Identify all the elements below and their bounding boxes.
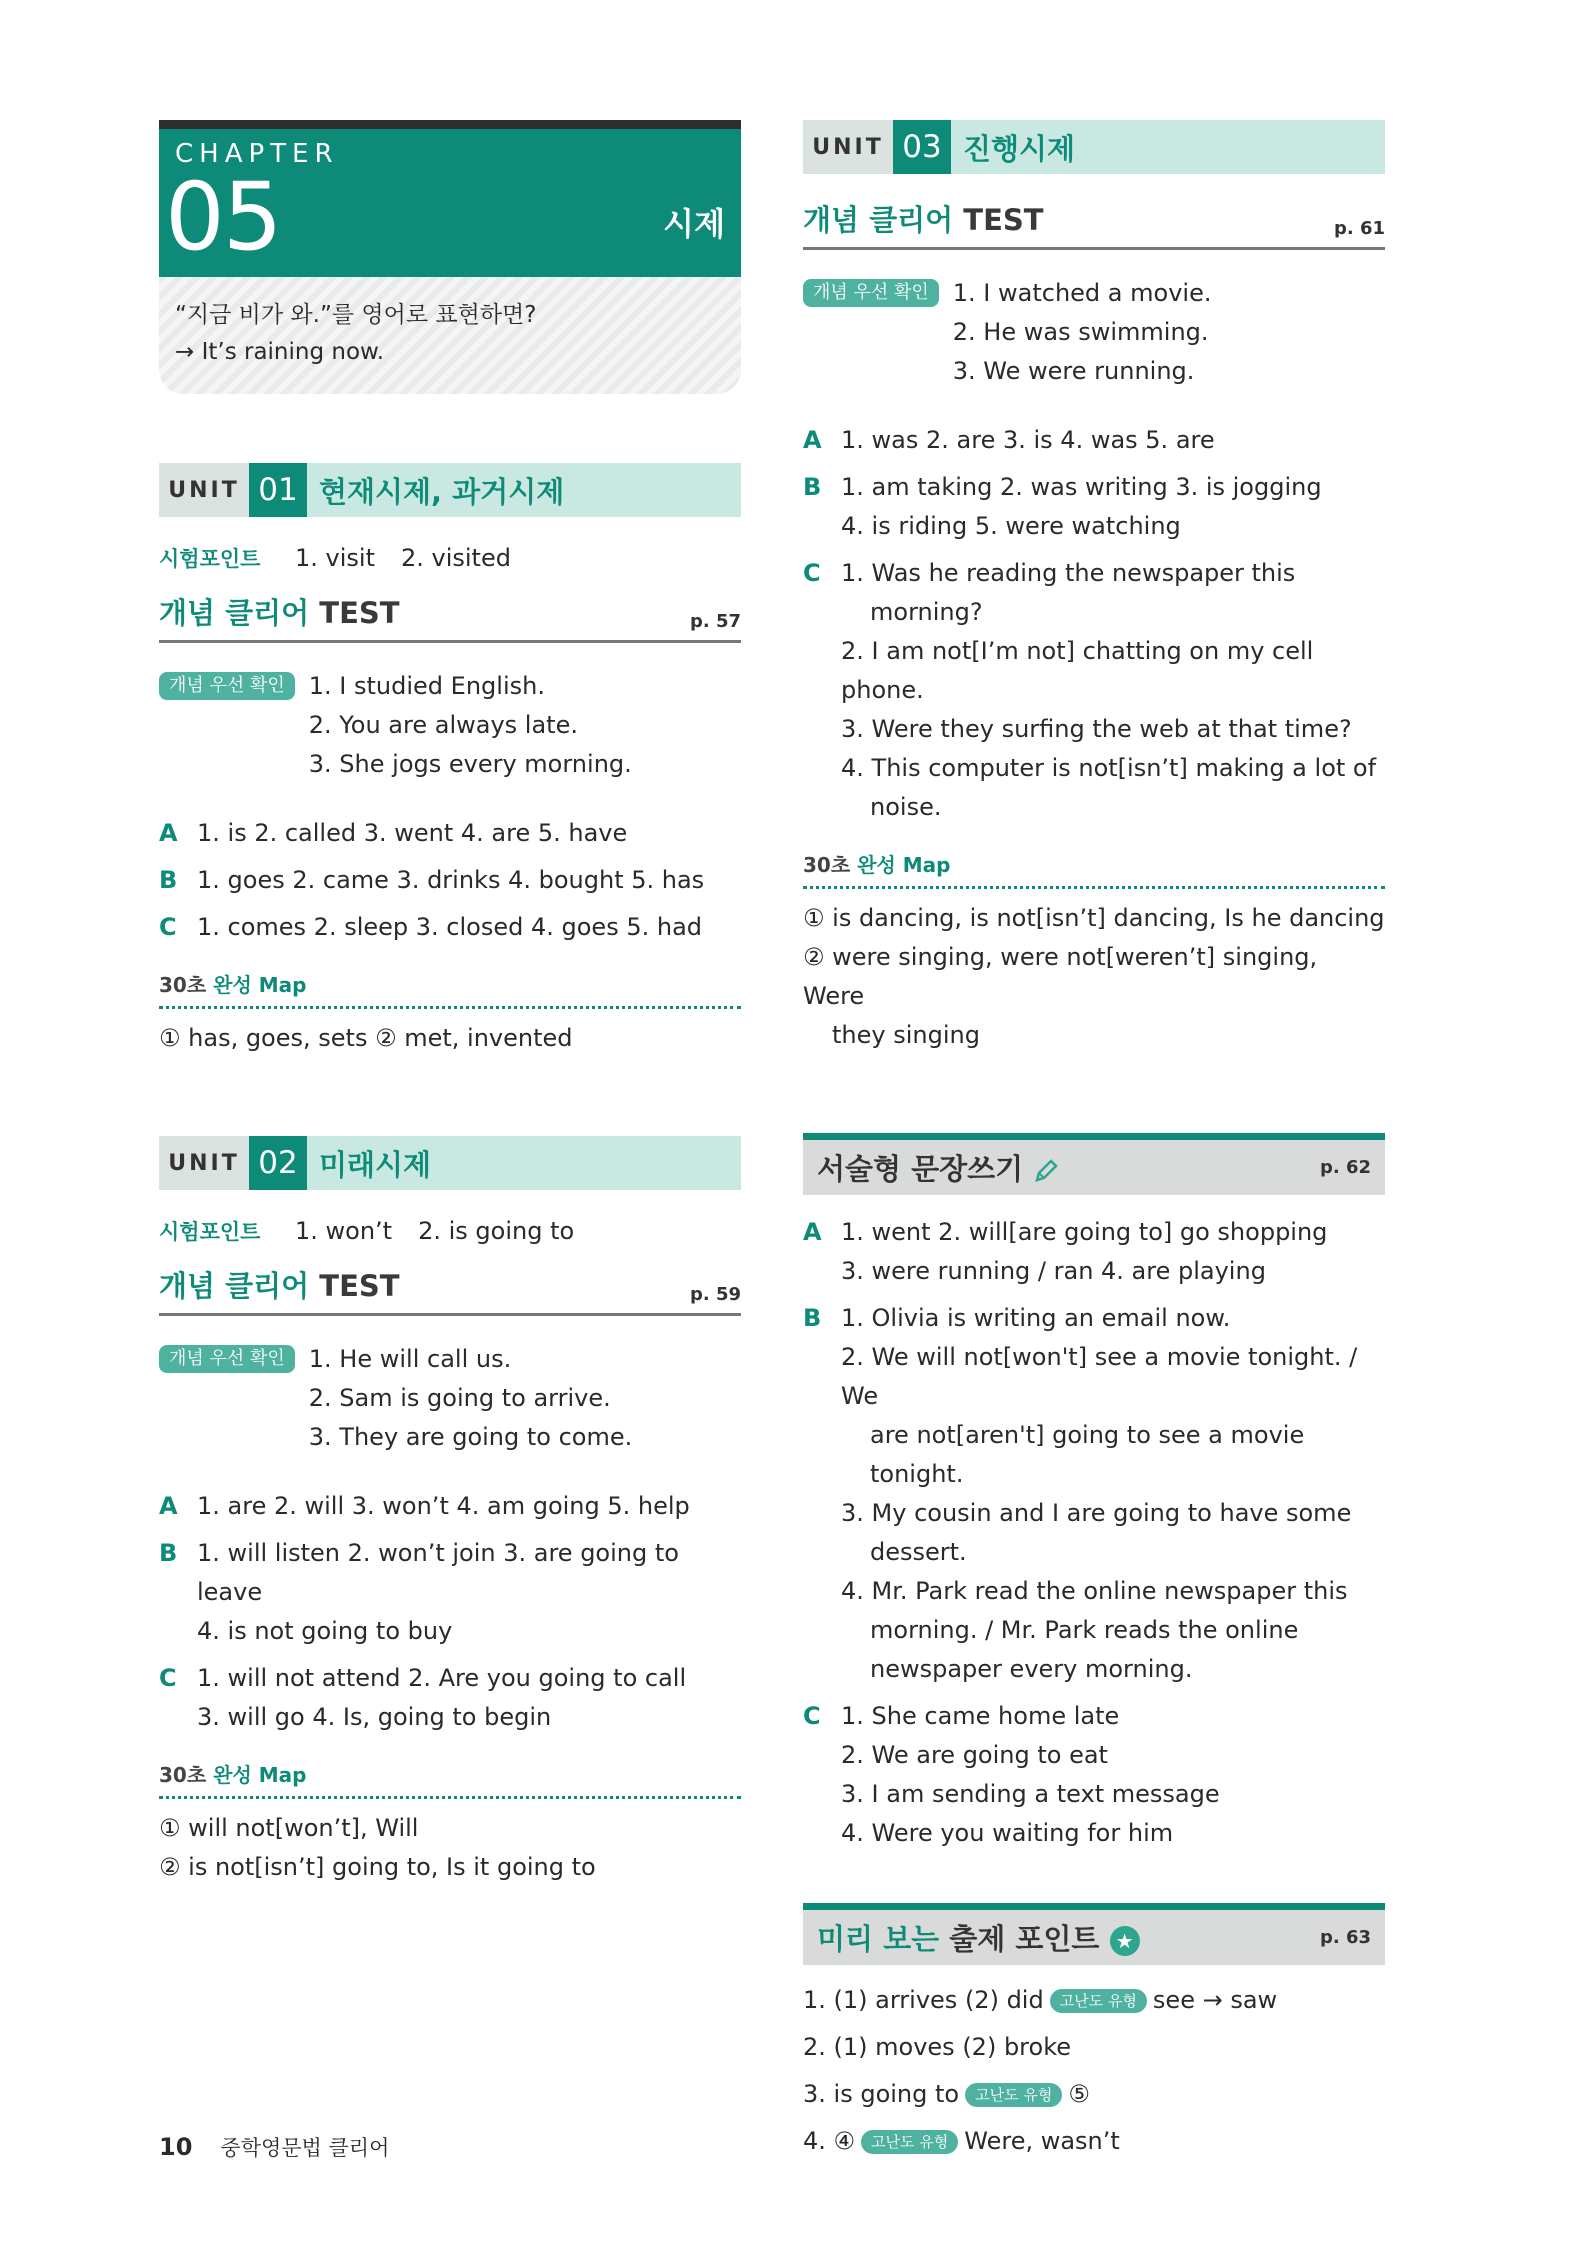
answer-line: 2. We are going to eat [841, 1741, 1108, 1769]
answer-letter: C [159, 1664, 177, 1692]
concept-check-badge: 개념 우선 확인 [803, 279, 939, 307]
concept-test-header [159, 1264, 741, 1316]
answer-line: 1. am taking 2. was writing 3. is jogging [841, 473, 1322, 501]
concept-test-word: TEST [963, 203, 1044, 237]
map-green: 완성 [857, 853, 896, 877]
answer-line: 3. will go 4. Is, going to begin [197, 1703, 552, 1731]
preview-list [803, 1981, 1385, 2161]
answer-row [159, 1534, 741, 1651]
unit-header [159, 463, 741, 517]
difficulty-badge: 고난도 유형 [861, 2130, 958, 2154]
check-item: 1. He will call us. [308, 1345, 512, 1373]
check-item: 3. We were running. [952, 357, 1195, 385]
map-green: 완성 [213, 1763, 252, 1787]
answer-letter: B [159, 866, 178, 894]
answer-line: 4. This computer is not[isn’t] making a lot of [841, 754, 1377, 782]
chapter-title: 시제 [663, 205, 725, 243]
preview-section [803, 1903, 1385, 2161]
summary-map [159, 1759, 741, 1887]
map-line: ② is not[isn’t] going to, Is it going to [159, 1853, 596, 1881]
preview-item: 1. (1) arrives (2) did 고난도 유형 see → saw [803, 1986, 1278, 2014]
map-prefix: 30초 [159, 1763, 207, 1787]
check-item: 1. I watched a movie. [952, 279, 1212, 307]
answer-line: 3. My cousin and I are going to have some [841, 1499, 1352, 1527]
unit-header [803, 120, 1385, 174]
answer-line: 1. was 2. are 3. is 4. was 5. are [841, 426, 1215, 454]
exam-point-item: 1. won’t [295, 1217, 393, 1245]
unit-word: UNIT [159, 463, 249, 517]
page-reference: p. 62 [1319, 1157, 1371, 1178]
chapter-question: “지금 비가 와.”를 영어로 표현하면? [175, 302, 537, 328]
exam-point-label: 시험포인트 [159, 547, 261, 571]
chapter-intro [159, 277, 741, 394]
answer-letter: A [159, 1492, 178, 1520]
exam-point [159, 1216, 741, 1246]
answer-line: 4. is riding 5. were watching [841, 512, 1181, 540]
exam-point-label: 시험포인트 [159, 1220, 261, 1244]
exam-point-item: 1. visit [295, 544, 375, 572]
unit-01 [159, 463, 741, 1058]
preview-title-green: 미리 보는 [817, 1922, 940, 1956]
answer-line: 4. Mr. Park read the online newspaper this [841, 1577, 1348, 1605]
map-prefix: 30초 [159, 973, 207, 997]
difficulty-badge: 고난도 유형 [965, 2083, 1062, 2107]
check-item: 1. I studied English. [308, 672, 545, 700]
answer-letter: B [159, 1539, 178, 1567]
concept-test-word: TEST [319, 596, 400, 630]
check-item: 3. She jogs every morning. [308, 750, 632, 778]
check-item: 3. They are going to come. [308, 1423, 633, 1451]
map-line: ① will not[won’t], Will [159, 1814, 419, 1842]
concept-check-badge: 개념 우선 확인 [159, 1345, 295, 1373]
concept-check [159, 667, 741, 784]
answer-row [159, 814, 741, 853]
writing-header [803, 1133, 1385, 1195]
answer-letter: C [803, 1702, 821, 1730]
answer-line: are not[aren't] going to see a movie tonight. [870, 1421, 1305, 1488]
answer-letter: A [803, 426, 822, 454]
exam-point-item: 2. is going to [418, 1217, 575, 1245]
difficulty-badge: 고난도 유형 [1050, 1989, 1147, 2013]
answer-line: morning. / Mr. Park reads the online [870, 1616, 1299, 1644]
unit-number: 02 [249, 1136, 307, 1190]
concept-test-title: 개념 클리어 [159, 596, 310, 630]
answer-line: 1. are 2. will 3. won’t 4. am going 5. help [197, 1492, 690, 1520]
page-number: 10 [159, 2133, 193, 2161]
map-line: ① is dancing, is not[isn’t] dancing, Is he dancing [803, 904, 1385, 932]
right-column [803, 120, 1385, 2169]
unit-word: UNIT [803, 120, 893, 174]
answer-row [159, 861, 741, 900]
answer-line: 1. will not attend 2. Are you going to call [197, 1664, 687, 1692]
map-suffix: Map [258, 1763, 307, 1787]
unit-number: 03 [893, 120, 951, 174]
concept-test-header [159, 591, 741, 643]
answer-line: morning? [870, 598, 983, 626]
pencil-icon [1033, 1158, 1059, 1184]
concept-check-badge: 개념 우선 확인 [159, 672, 295, 700]
left-column [159, 120, 741, 1887]
answer-row [803, 468, 1385, 546]
answer-letter: C [803, 559, 821, 587]
map-line: they singing [832, 1021, 980, 1049]
map-suffix: Map [902, 853, 951, 877]
map-green: 완성 [213, 973, 252, 997]
star-icon: ★ [1110, 1926, 1140, 1956]
chapter-label: CHAPTER [175, 139, 339, 169]
preview-item: 3. is going to 고난도 유형 ⑤ [803, 2080, 1090, 2108]
unit-title: 진행시제 [963, 131, 1076, 166]
chapter-answer: → It’s raining now. [175, 339, 385, 365]
writing-title: 서술형 문장쓰기 [817, 1152, 1024, 1186]
answer-line: dessert. [870, 1538, 967, 1566]
concept-test-header [803, 198, 1385, 250]
map-suffix: Map [258, 973, 307, 997]
page-reference: p. 57 [689, 611, 741, 632]
concept-test-word: TEST [319, 1269, 400, 1303]
preview-item: 2. (1) moves (2) broke [803, 2033, 1072, 2061]
answer-row [803, 1299, 1385, 1689]
map-line: ① has, goes, sets ② met, invented [159, 1024, 573, 1052]
map-prefix: 30초 [803, 853, 851, 877]
check-item: 2. You are always late. [308, 711, 578, 739]
preview-title: 출제 포인트 [949, 1922, 1100, 1956]
answer-list [159, 814, 741, 947]
answer-row [803, 1697, 1385, 1853]
answer-line: 1. comes 2. sleep 3. closed 4. goes 5. had [197, 913, 703, 941]
unit-title: 미래시제 [319, 1147, 432, 1182]
chapter-header [159, 120, 741, 277]
answer-line: 1. Olivia is writing an email now. [841, 1304, 1231, 1332]
answer-row [803, 554, 1385, 827]
answer-line: 1. Was he reading the newspaper this [841, 559, 1296, 587]
answer-row [803, 1213, 1385, 1291]
concept-check [803, 274, 1385, 391]
preview-item: 4. ④ 고난도 유형 Were, wasn’t [803, 2127, 1120, 2155]
unit-number: 01 [249, 463, 307, 517]
answer-line: 1. will listen 2. won’t join 3. are going to leave [197, 1539, 679, 1606]
answer-line: 4. is not going to buy [197, 1617, 453, 1645]
answer-line: 2. I am not[I’m not] chatting on my cell phone. [841, 637, 1314, 704]
answer-row [159, 908, 741, 947]
book-title: 중학영문법 클리어 [220, 2136, 390, 2160]
unit-word: UNIT [159, 1136, 249, 1190]
answer-line: noise. [870, 793, 942, 821]
summary-map [803, 849, 1385, 1055]
answer-line: 3. Were they surfing the web at that time? [841, 715, 1352, 743]
exam-point [159, 543, 741, 573]
unit-title: 현재시제, 과거시제 [319, 474, 565, 509]
answer-row [159, 1659, 741, 1737]
writing-section [803, 1133, 1385, 1853]
answer-line: newspaper every morning. [870, 1655, 1193, 1683]
answer-row [803, 421, 1385, 460]
answer-list [159, 1487, 741, 1737]
exam-point-item: 2. visited [400, 544, 511, 572]
answer-line: 1. She came home late [841, 1702, 1120, 1730]
answer-line: 1. is 2. called 3. went 4. are 5. have [197, 819, 628, 847]
check-item: 2. He was swimming. [952, 318, 1209, 346]
answer-letter: B [803, 1304, 822, 1332]
answer-line: 3. were running / ran 4. are playing [841, 1257, 1266, 1285]
answer-letter: A [803, 1218, 822, 1246]
map-line: ② were singing, were not[weren’t] singing, Were [803, 943, 1318, 1010]
answer-line: 2. We will not[won't] see a movie tonight. / We [841, 1343, 1358, 1410]
chapter-number: 05 [165, 163, 281, 272]
preview-header [803, 1903, 1385, 1965]
unit-02 [159, 1136, 741, 1887]
answer-list [803, 1213, 1385, 1853]
answer-line: 3. I am sending a text message [841, 1780, 1220, 1808]
unit-header [159, 1136, 741, 1190]
answer-letter: A [159, 819, 178, 847]
answer-line: 4. Were you waiting for him [841, 1819, 1174, 1847]
answer-row [159, 1487, 741, 1526]
answer-letter: B [803, 473, 822, 501]
answer-line: 1. goes 2. came 3. drinks 4. bought 5. has [197, 866, 705, 894]
page-reference: p. 63 [1319, 1927, 1371, 1948]
check-item: 2. Sam is going to arrive. [308, 1384, 611, 1412]
concept-test-title: 개념 클리어 [803, 203, 954, 237]
concept-test-title: 개념 클리어 [159, 1269, 310, 1303]
chapter-box [159, 120, 741, 385]
page-reference: p. 59 [689, 1284, 741, 1305]
concept-check [159, 1340, 741, 1457]
page-footer [159, 2132, 389, 2162]
answer-letter: C [159, 913, 177, 941]
page-reference: p. 61 [1333, 218, 1385, 239]
unit-03 [803, 120, 1385, 1055]
summary-map [159, 969, 741, 1058]
answer-line: 1. went 2. will[are going to] go shopping [841, 1218, 1328, 1246]
answer-list [803, 421, 1385, 827]
